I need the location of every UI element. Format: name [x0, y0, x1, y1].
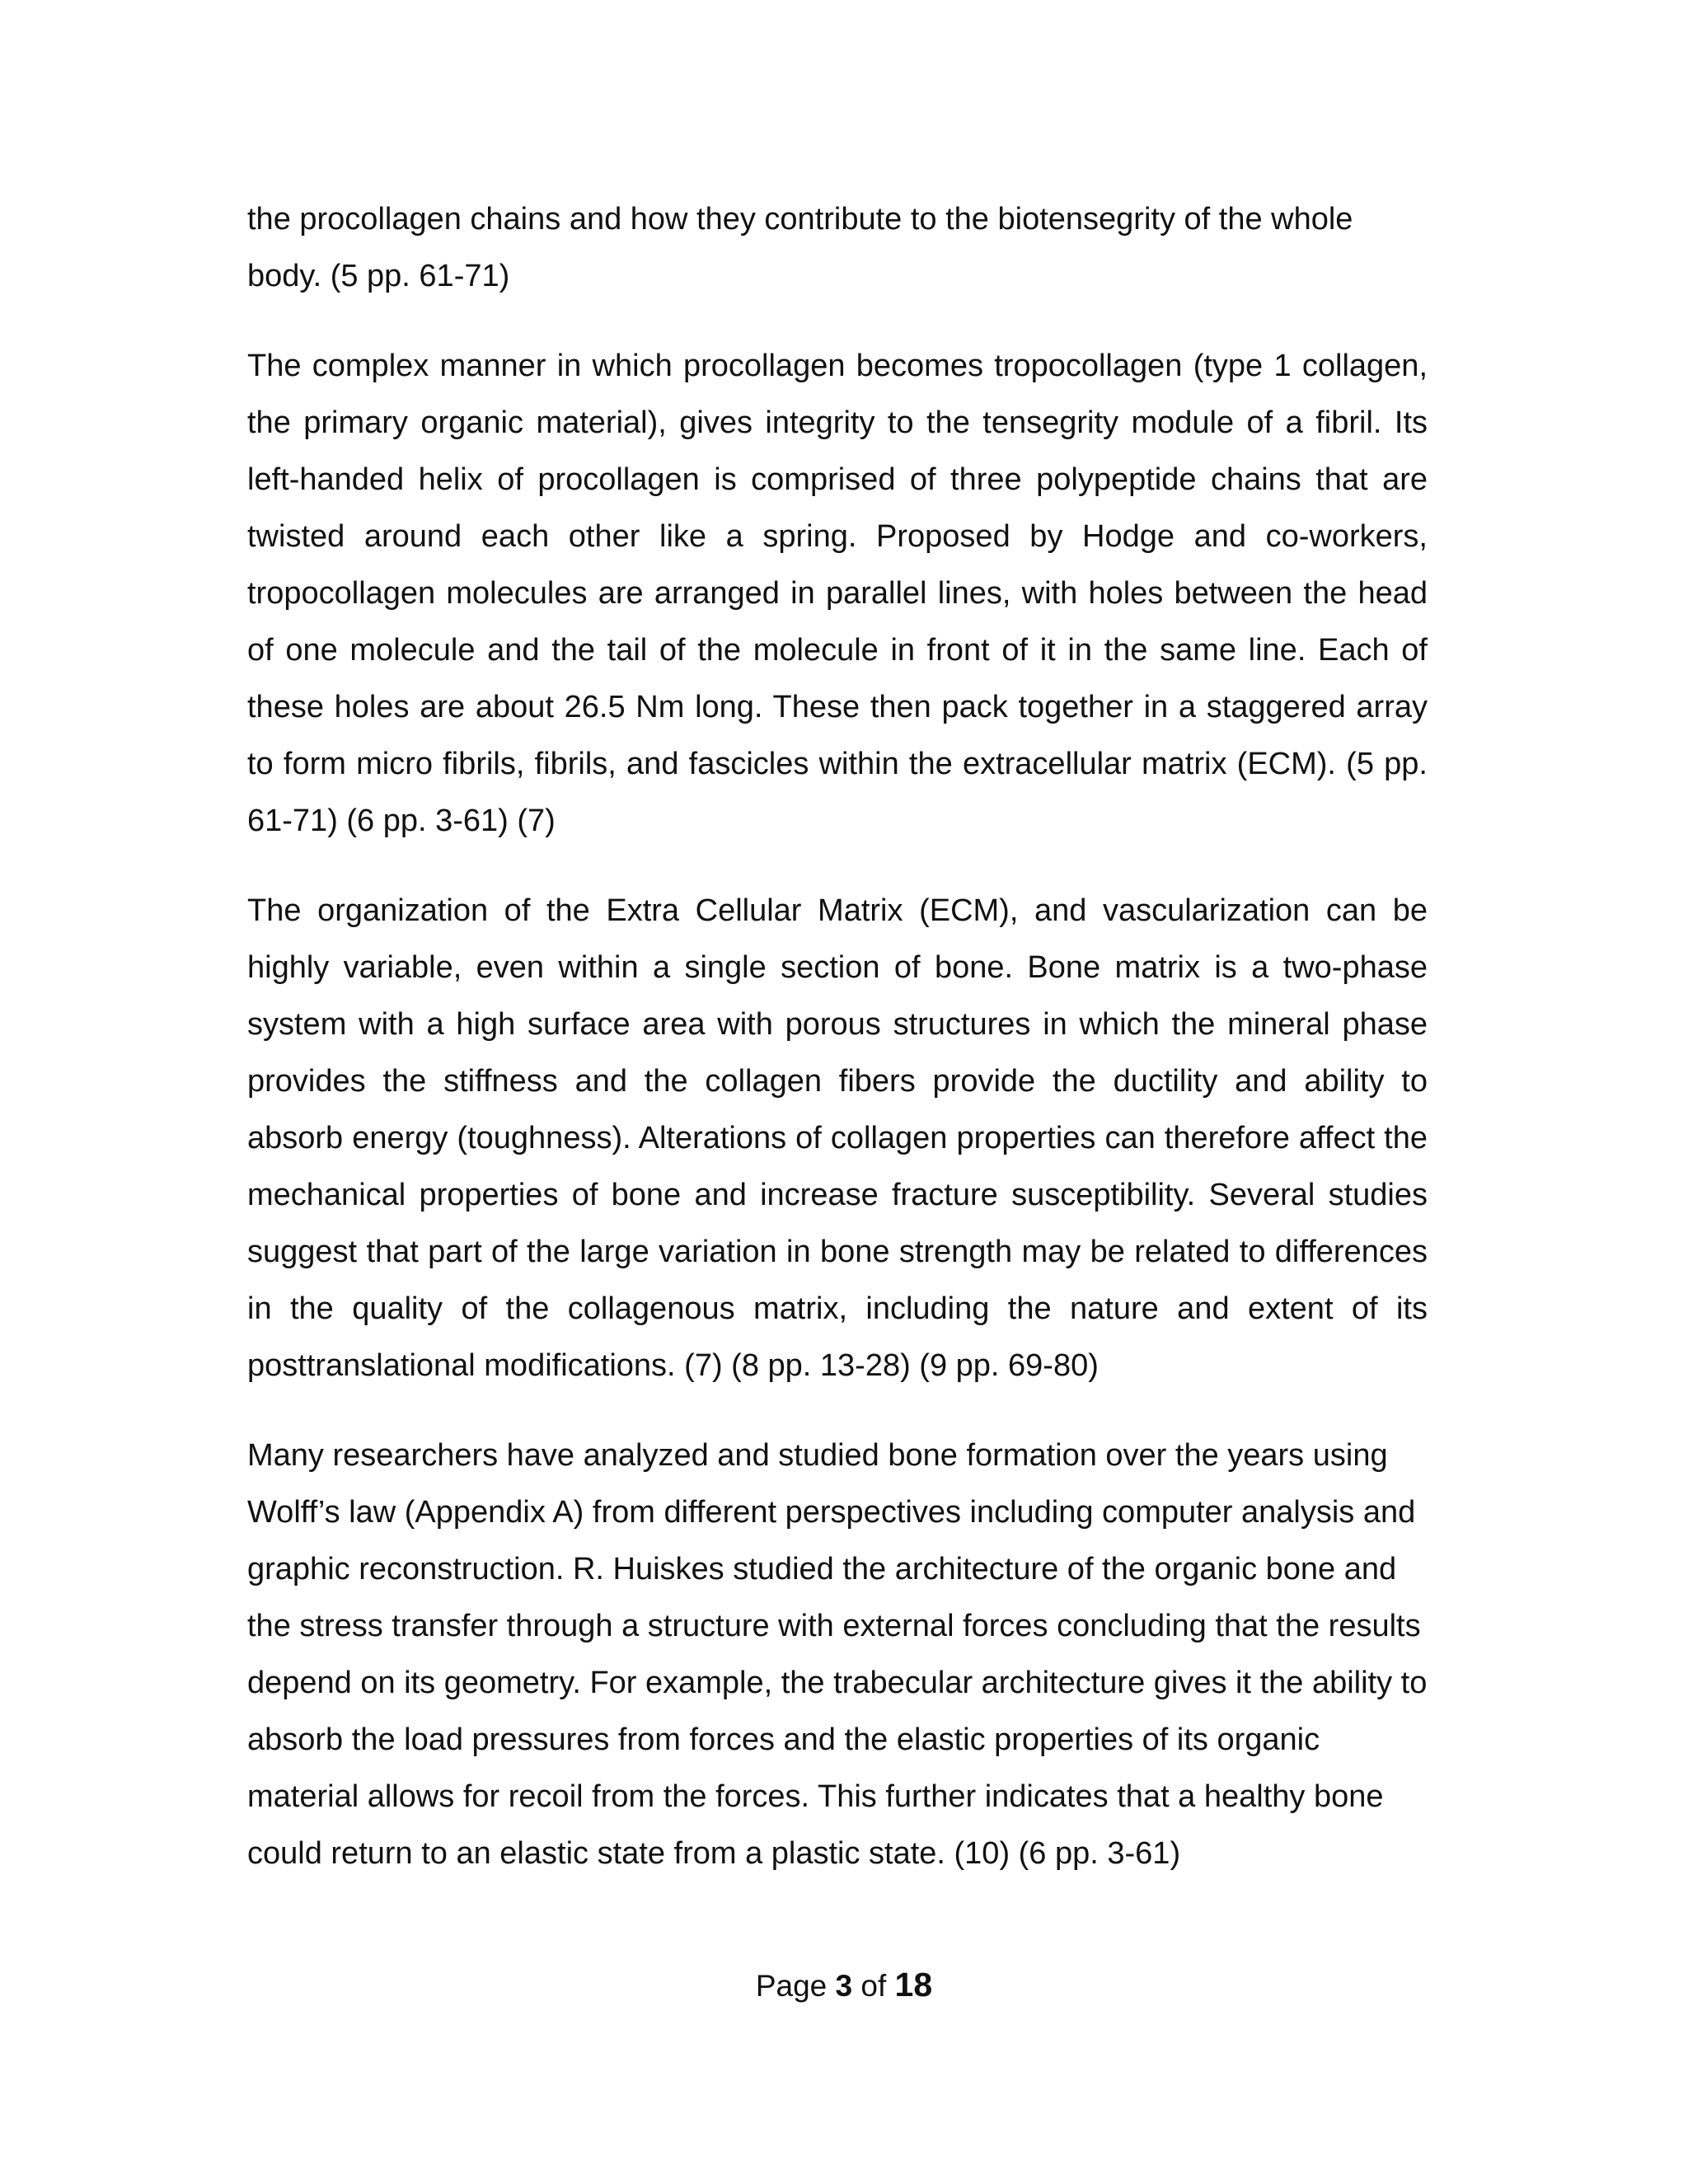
paragraph: The organization of the Extra Cellular Matrix (ECM), and vascularization can be highly variable, even within a single section of bone. Bone matrix is a two-phase system with a high surface area with porous structures in which the mineral phase provides the stiffness and the collagen fibers provide the ductility and ability to absorb energy (toughness). Alterations of collagen properties can therefore affect the mechanical properties of bone and increase fracture susceptibility. Several studies suggest that part of the large variation in bone strength may be related to differences in the quality of the collagenous matrix, including the nature and extent of its posttranslational modifications. (7) (8 pp. 13-28) (9 pp. 69-80) — [247, 893, 1428, 1383]
total-page-count: 18 — [894, 1966, 933, 2004]
paragraph: the procollagen chains and how they contribute to the biotensegrity of the whole body. (5 pp. 61-71) — [247, 202, 1353, 293]
paragraph: The complex manner in which procollagen becomes tropocollagen (type 1 collagen, the primary organic material), gives integrity to the tensegrity module of a fibril. Its left-handed helix of procollagen is comprised of three polypeptide chains that are twisted around each other like a spring. Proposed by Hodge and co-workers, tropocollagen molecules are arranged in parallel lines, with holes between the head of one molecule and the tail of the molecule in front of it in the same line. Each of these holes are about 26.5 Nm long. These then pack together in a staggered array to form micro fibrils, fibrils, and fascicles within the extracellular matrix (ECM). (5 pp. 61-71) (6 pp. 3-61) (7) — [247, 349, 1428, 838]
page-of-label: of — [860, 1969, 887, 2003]
page-label: Page — [755, 1969, 828, 2003]
body-text — [247, 191, 1428, 1882]
current-page-number: 3 — [835, 1969, 853, 2003]
paragraph: Many researchers have analyzed and studied bone formation over the years using Wolff’s law (Appendix A) from different perspectives including computer analysis and graphic reconstruction. R. Huiskes studied the architecture of the organic bone and the stress transfer through a structure with external forces concluding that the results depend on its geometry. For example, the trabecular architecture gives it the ability to absorb the load pressures from forces and the elastic properties of its organic material allows for recoil from the forces. This further indicates that a healthy bone could return to an elastic state from a plastic state. (10) (6 pp. 3-61) — [247, 1438, 1428, 1871]
page-number-footer — [0, 1963, 1688, 2008]
